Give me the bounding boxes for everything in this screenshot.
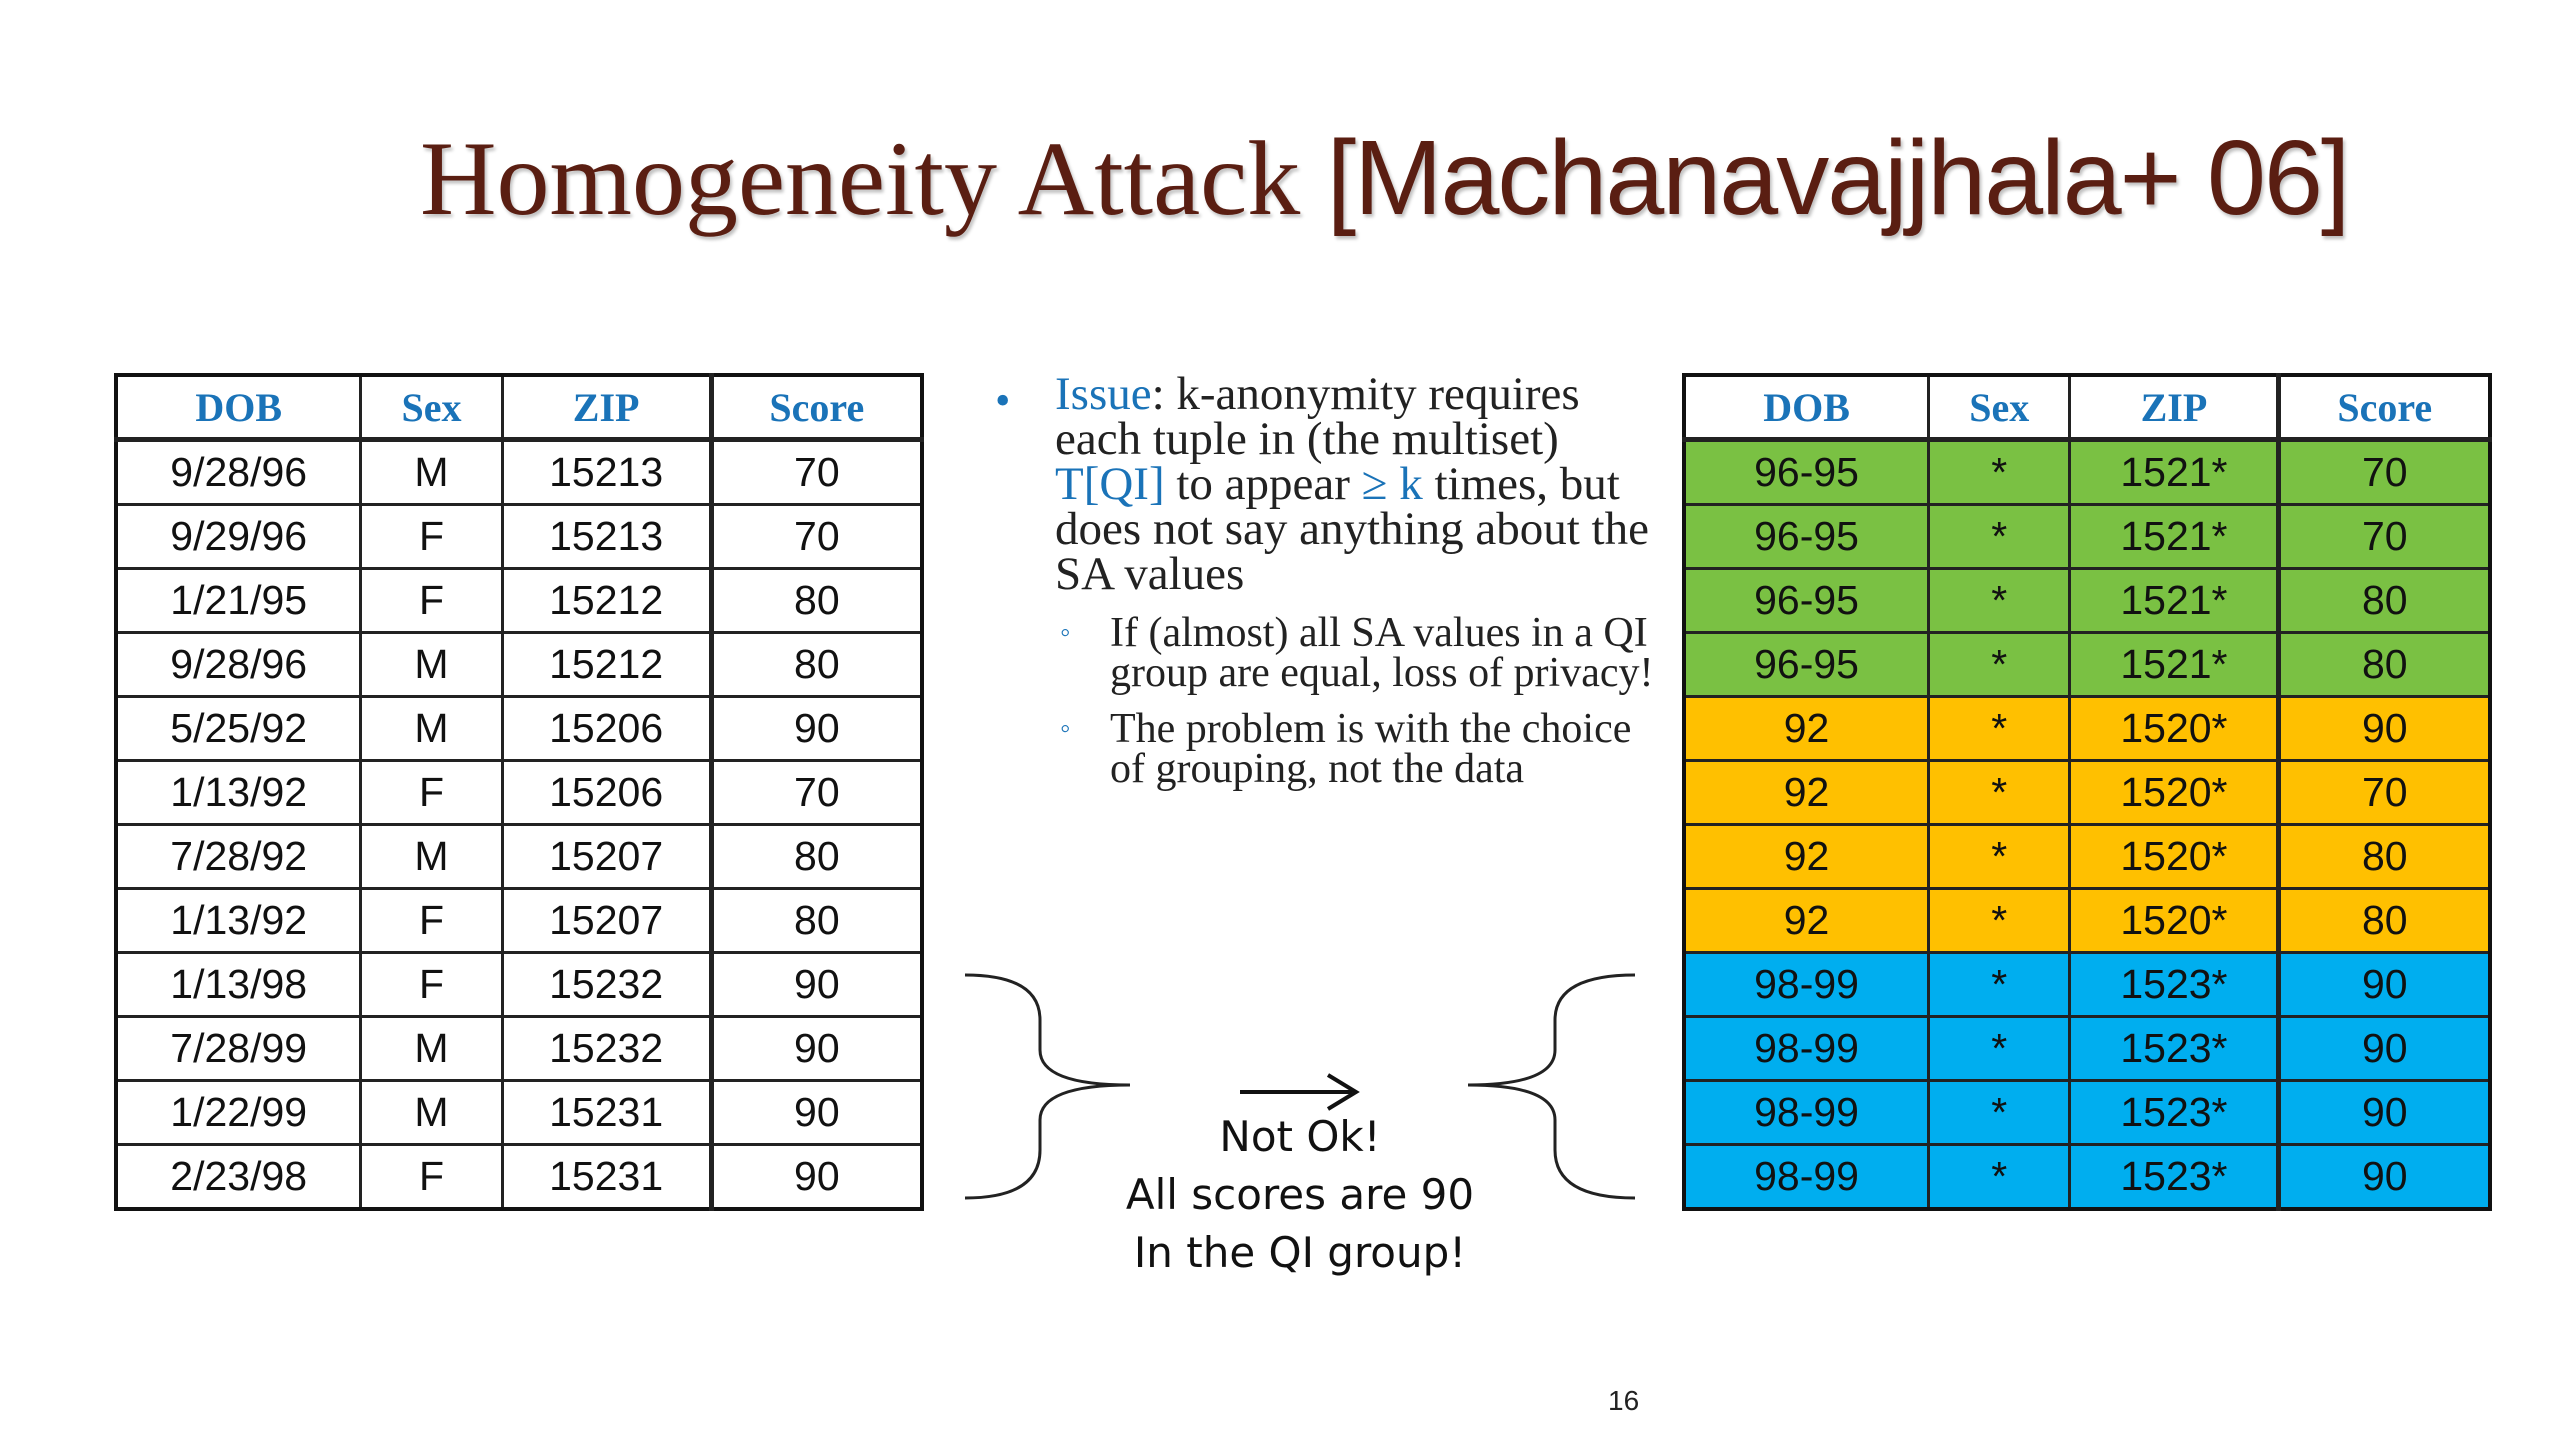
table-cell: M (361, 1081, 502, 1145)
table-cell: 80 (711, 889, 922, 953)
table-cell: 92 (1684, 697, 1929, 761)
not-ok-note (1090, 1108, 1510, 1282)
table-row (1684, 440, 2490, 505)
table-row (1684, 633, 2490, 697)
table-cell: 1523* (2070, 953, 2279, 1017)
table-cell: 90 (2279, 1081, 2490, 1145)
table-cell: 15206 (502, 761, 711, 825)
table-cell: 90 (2279, 953, 2490, 1017)
table-cell: 96-95 (1684, 440, 1929, 505)
table-cell: F (361, 761, 502, 825)
table-cell: 7/28/99 (116, 1017, 361, 1081)
table-cell: M (361, 633, 502, 697)
table-cell: 90 (711, 953, 922, 1017)
table-cell: 15232 (502, 953, 711, 1017)
col-score-header: Score (2279, 375, 2490, 440)
table-cell: 96-95 (1684, 633, 1929, 697)
table-cell: 15213 (502, 440, 711, 505)
table-cell: 1/21/95 (116, 569, 361, 633)
table-cell: 1521* (2070, 633, 2279, 697)
table-cell: F (361, 889, 502, 953)
table-row (1684, 505, 2490, 569)
table-cell: 1521* (2070, 440, 2279, 505)
table-cell: 15212 (502, 569, 711, 633)
table-cell: 15212 (502, 633, 711, 697)
title-citation: [Machanavajjhala+ 06] (1326, 119, 2349, 237)
issue-bullet: • Issue: k-anonymity requires each tuple in (the multiset) T[QI] to appear ≥ k times, but does not say anything about the SA values (995, 368, 1649, 600)
table-cell: * (1929, 825, 2070, 889)
table-cell: 9/28/96 (116, 633, 361, 697)
table-row (1684, 569, 2490, 633)
anonymized-table (1682, 373, 2492, 1211)
table-cell: 98-99 (1684, 1081, 1929, 1145)
table-cell: * (1929, 1017, 2070, 1081)
table-cell: F (361, 569, 502, 633)
table-cell: 70 (2279, 440, 2490, 505)
table-row (1684, 761, 2490, 825)
table-cell: 1520* (2070, 761, 2279, 825)
table-cell: 90 (2279, 1017, 2490, 1081)
table-cell: M (361, 697, 502, 761)
tqi-term: T[QI] (1055, 458, 1165, 510)
table-cell: M (361, 440, 502, 505)
table-cell: * (1929, 1145, 2070, 1210)
table-row (1684, 1017, 2490, 1081)
table-cell: 90 (711, 1081, 922, 1145)
table-cell: 5/25/92 (116, 697, 361, 761)
table-cell: 80 (711, 569, 922, 633)
bullet-dot-icon: • (995, 376, 1011, 425)
table-cell: 1520* (2070, 825, 2279, 889)
table-cell: * (1929, 569, 2070, 633)
col-sex-header: Sex (361, 375, 502, 440)
table-cell: 15213 (502, 505, 711, 569)
ring-bullet-icon: ◦ (1060, 712, 1071, 745)
table-row (1684, 1145, 2490, 1210)
table-cell: 7/28/92 (116, 825, 361, 889)
sub-bullet-grouping: ◦ The problem is with the choice of grouping, not the data (1060, 706, 1632, 792)
table-cell: 15232 (502, 1017, 711, 1081)
table-cell: 96-95 (1684, 569, 1929, 633)
geq-k-term: ≥ k (1361, 458, 1423, 510)
table-cell: * (1929, 889, 2070, 953)
table-cell: * (1929, 633, 2070, 697)
table-cell: F (361, 953, 502, 1017)
table-cell: 70 (711, 505, 922, 569)
table-cell: 15231 (502, 1081, 711, 1145)
sub-bullet-equal-values: ◦ If (almost) all SA values in a QI group are equal, loss of privacy! (1060, 610, 1654, 696)
table-cell: 1523* (2070, 1081, 2279, 1145)
table-cell: 1520* (2070, 889, 2279, 953)
note-line-3: In the QI group! (1133, 1228, 1467, 1277)
anonymized-table-body (1684, 440, 2490, 1210)
table-row (1684, 1081, 2490, 1145)
title-main: Homogeneity Attack (420, 120, 1327, 237)
table-cell: 15231 (502, 1145, 711, 1210)
table-cell: * (1929, 440, 2070, 505)
ring-bullet-icon: ◦ (1060, 616, 1071, 649)
col-score-header: Score (711, 375, 922, 440)
table-cell: M (361, 825, 502, 889)
table-cell: 1/13/92 (116, 761, 361, 825)
table-cell: 9/29/96 (116, 505, 361, 569)
table-cell: 15207 (502, 889, 711, 953)
table-cell: 98-99 (1684, 1017, 1929, 1081)
table-cell: 70 (2279, 761, 2490, 825)
col-sex-header: Sex (1929, 375, 2070, 440)
col-dob-header: DOB (116, 375, 361, 440)
table-cell: 15207 (502, 825, 711, 889)
col-dob-header: DOB (1684, 375, 1929, 440)
table-cell: 92 (1684, 761, 1929, 825)
table-cell: 1521* (2070, 505, 2279, 569)
table-cell: 90 (711, 1017, 922, 1081)
table-cell: F (361, 505, 502, 569)
table-cell: 80 (2279, 825, 2490, 889)
table-cell: 1521* (2070, 569, 2279, 633)
table-row (1684, 953, 2490, 1017)
table-cell: * (1929, 1081, 2070, 1145)
table-cell: 80 (2279, 889, 2490, 953)
col-zip-header: ZIP (502, 375, 711, 440)
table-cell: 1523* (2070, 1017, 2279, 1081)
table-cell: 92 (1684, 825, 1929, 889)
table-row (1684, 825, 2490, 889)
table-cell: 98-99 (1684, 1145, 1929, 1210)
table-cell: 1/22/99 (116, 1081, 361, 1145)
table-cell: M (361, 1017, 502, 1081)
table-cell: 96-95 (1684, 505, 1929, 569)
table-cell: 92 (1684, 889, 1929, 953)
table-cell: 80 (711, 633, 922, 697)
table-cell: 90 (711, 1145, 922, 1210)
table-cell: 70 (2279, 505, 2490, 569)
table-cell: 80 (2279, 633, 2490, 697)
table-cell: 98-99 (1684, 953, 1929, 1017)
table-cell: 1523* (2070, 1145, 2279, 1210)
table-cell: * (1929, 505, 2070, 569)
col-zip-header: ZIP (2070, 375, 2279, 440)
table-row (1684, 889, 2490, 953)
table-cell: 90 (711, 697, 922, 761)
table-cell: 80 (2279, 569, 2490, 633)
table-cell: 1/13/92 (116, 889, 361, 953)
table-cell: * (1929, 761, 2070, 825)
table-cell: 9/28/96 (116, 440, 361, 505)
table-cell: * (1929, 697, 2070, 761)
table-cell: 1/13/98 (116, 953, 361, 1017)
table-cell: 70 (711, 761, 922, 825)
table-cell: 15206 (502, 697, 711, 761)
table-cell: F (361, 1145, 502, 1210)
note-line-1: Not Ok! (1219, 1112, 1381, 1161)
table-cell: 70 (711, 440, 922, 505)
table-cell: 80 (711, 825, 922, 889)
table-cell: * (1929, 953, 2070, 1017)
table-row (1684, 697, 2490, 761)
issue-label: Issue (1055, 368, 1152, 420)
table-cell: 90 (2279, 697, 2490, 761)
page-number: 16 (1608, 1385, 1640, 1416)
table-cell: 2/23/98 (116, 1145, 361, 1210)
note-line-2: All scores are 90 (1125, 1170, 1475, 1219)
table-cell: 1520* (2070, 697, 2279, 761)
table-cell: 90 (2279, 1145, 2490, 1210)
